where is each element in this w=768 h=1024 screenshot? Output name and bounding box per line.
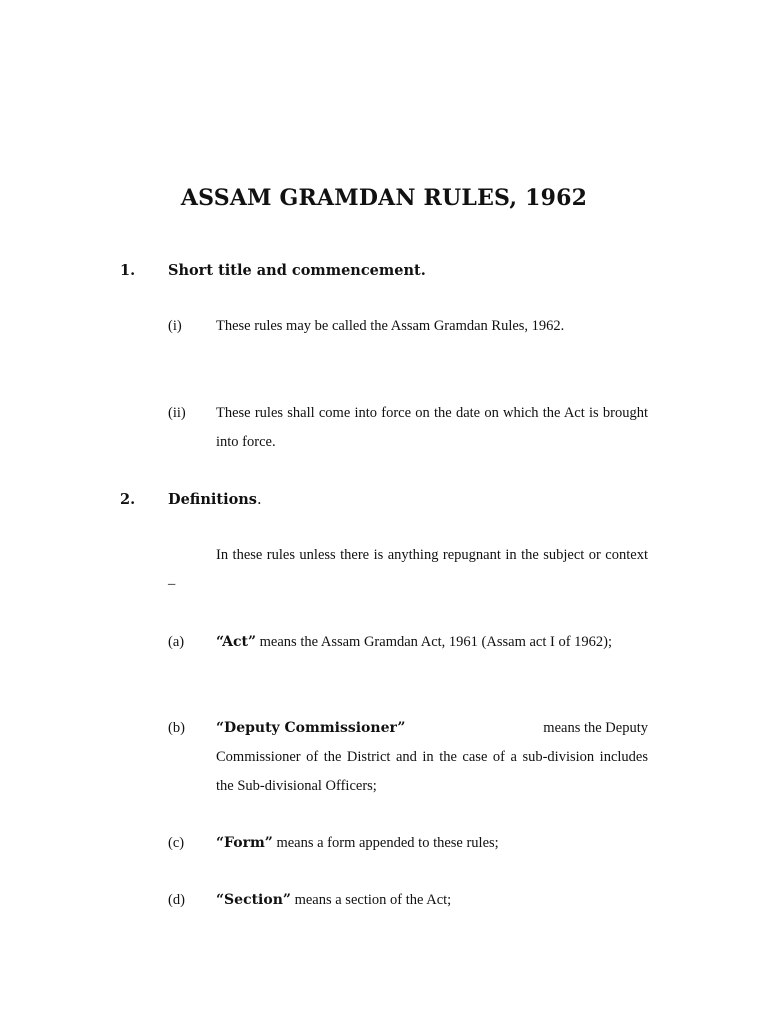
definition-text: [216, 886, 648, 915]
defined-term: “Act”: [216, 634, 257, 650]
item-label: (i): [168, 318, 182, 334]
item-text: These rules may be called the Assam Gramdan Rules, 1962.: [216, 318, 565, 334]
defined-term: “Deputy Commissioner”: [216, 720, 406, 736]
definition-first-line: [216, 714, 648, 743]
item-label: (b): [168, 720, 185, 736]
definition-first-words: means the Deputy: [543, 720, 648, 736]
defined-term: “Section”: [216, 892, 291, 908]
section-number: 2.: [120, 491, 136, 508]
defined-term: “Form”: [216, 835, 273, 851]
item-label: (c): [168, 835, 185, 851]
item-label: (ii): [168, 405, 186, 421]
section-heading-period: .: [256, 492, 262, 508]
definition-text: [216, 714, 648, 801]
definition-body: means a form appended to these rules;: [272, 835, 499, 851]
definitions-intro: In these rules unless there is anything repugnant in the subject or context –: [168, 547, 648, 592]
document-title: ASSAM GRAMDAN RULES, 1962: [180, 185, 588, 211]
section-heading: Short title and commencement.: [168, 262, 426, 279]
item-text: These rules shall come into force on the date on which the Act is brought into force.: [216, 405, 648, 450]
item-label: (d): [168, 892, 185, 908]
item-label: (a): [168, 634, 185, 650]
section-heading: [168, 491, 262, 508]
definition-body: means a section of the Act;: [290, 892, 452, 908]
definition-body: means the Assam Gramdan Act, 1961 (Assam act I of 1962);: [256, 634, 613, 650]
definition-text: [216, 829, 648, 858]
section-number: 1.: [120, 262, 136, 279]
definition-body: Commissioner of the District and in the case of a sub-division includes the Sub-divisional Officers;: [216, 749, 648, 794]
definition-text: [216, 628, 648, 657]
section-heading-text: Definitions: [168, 491, 257, 508]
